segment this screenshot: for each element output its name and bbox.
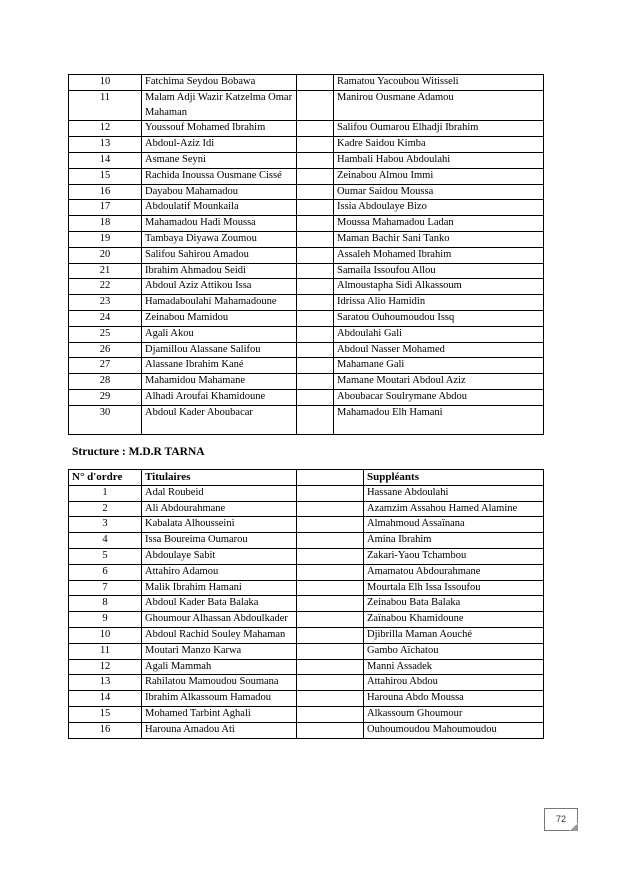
titulaire-cell: Dayabou Mahamadou: [142, 184, 297, 200]
titulaire-cell: Abdoul-Aziz Idi: [142, 137, 297, 153]
empty-cell: [297, 675, 364, 691]
suppleant-cell: Moussa Mahamadou Ladan: [334, 216, 544, 232]
table-row: [69, 612, 544, 628]
suppleant-cell: Salifou Oumarou Elhadji Ibrahim: [334, 121, 544, 137]
table-row: [69, 137, 544, 153]
titulaire-cell: Zeinabou Mamidou: [142, 310, 297, 326]
row-number: 22: [69, 279, 142, 295]
titulaire-cell: Malam Adji Wazir Katzelma Omar Mahaman: [142, 90, 297, 121]
titulaire-cell: Issa Boureima Oumarou: [142, 533, 297, 549]
empty-cell: [297, 706, 364, 722]
row-number: 11: [69, 643, 142, 659]
empty-cell: [297, 643, 364, 659]
row-number: 26: [69, 342, 142, 358]
suppleant-cell: Attahirou Abdou: [364, 675, 544, 691]
suppleant-cell: Saratou Ouhoumoudou Issq: [334, 310, 544, 326]
suppleant-cell: Mamane Moutari Abdoul Aziz: [334, 374, 544, 390]
suppleant-cell: Almahmoud Assaïnana: [364, 517, 544, 533]
row-number: 3: [69, 517, 142, 533]
row-number: 12: [69, 659, 142, 675]
table-row: [69, 168, 544, 184]
table-row: [69, 152, 544, 168]
row-number: 25: [69, 326, 142, 342]
table-row: [69, 485, 544, 501]
suppleant-cell: Azamzim Assahou Hamed Alamine: [364, 501, 544, 517]
empty-cell: [297, 279, 334, 295]
table-row: [69, 342, 544, 358]
suppleant-cell: Hambali Habou Abdoulahi: [334, 152, 544, 168]
titulaire-cell: Kabalata Alhousseini: [142, 517, 297, 533]
table-row: [69, 75, 544, 91]
titulaire-cell: Abdoul Kader Aboubacar: [142, 405, 297, 434]
empty-cell: [297, 533, 364, 549]
suppleant-cell: Ouhoumoudou Mahoumoudou: [364, 722, 544, 738]
table-row: [69, 675, 544, 691]
row-number: 28: [69, 374, 142, 390]
header-titulaires: Titulaires: [142, 470, 297, 486]
table-row: [69, 596, 544, 612]
titulaire-cell: Abdoul Rachid Souley Mahaman: [142, 627, 297, 643]
page-number: 72: [555, 814, 566, 824]
table-row: [69, 279, 544, 295]
titulaire-cell: Asmane Seyni: [142, 152, 297, 168]
row-number: 9: [69, 612, 142, 628]
table-row: [69, 184, 544, 200]
table-row: [69, 564, 544, 580]
table-row: [69, 389, 544, 405]
suppleant-cell: Djibrilla Maman Aouché: [364, 627, 544, 643]
table-row: [69, 310, 544, 326]
page-fold-icon: [570, 823, 578, 831]
empty-cell: [297, 659, 364, 675]
suppleant-cell: Amina Ibrahim: [364, 533, 544, 549]
suppleant-cell: Mourtala Elh Issa Issoufou: [364, 580, 544, 596]
titulaire-cell: Djamillou Alassane Salifou: [142, 342, 297, 358]
titulaire-cell: Hamadaboulahi Mahamadoune: [142, 295, 297, 311]
row-number: 21: [69, 263, 142, 279]
table-row: [69, 295, 544, 311]
titulaire-cell: Salifou Sahirou Amadou: [142, 247, 297, 263]
structure-title: Structure : M.D.R TARNA: [72, 446, 205, 458]
titulaire-cell: Alhadi Aroufai Khamidoune: [142, 389, 297, 405]
empty-cell: [297, 501, 364, 517]
titulaire-cell: Abdoul Aziz Attikou Issa: [142, 279, 297, 295]
titulaire-cell: Mohamed Tarbint Aghali: [142, 706, 297, 722]
suppleant-cell: Idrissa Alio Hamidin: [334, 295, 544, 311]
empty-cell: [297, 596, 364, 612]
suppleant-cell: Issia Abdoulaye Bizo: [334, 200, 544, 216]
titulaire-cell: Ali Abdourahmane: [142, 501, 297, 517]
suppleant-cell: Amamatou Abdourahmane: [364, 564, 544, 580]
titulaire-cell: Ghoumour Alhassan Abdoulkader: [142, 612, 297, 628]
table-row: [69, 533, 544, 549]
table-row: [69, 90, 544, 121]
table-row: [69, 706, 544, 722]
row-number: 17: [69, 200, 142, 216]
row-number: 14: [69, 152, 142, 168]
titulaire-cell: Attahiro Adamou: [142, 564, 297, 580]
titulaire-cell: Youssouf Mohamed Ibrahim: [142, 121, 297, 137]
table-row: [69, 405, 544, 434]
row-number: 15: [69, 168, 142, 184]
row-number: 6: [69, 564, 142, 580]
suppleant-cell: Ramatou Yacoubou Witisseli: [334, 75, 544, 91]
empty-cell: [297, 564, 364, 580]
row-number: 29: [69, 389, 142, 405]
suppleant-cell: Manirou Ousmane Adamou: [334, 90, 544, 121]
empty-cell: [297, 405, 334, 434]
empty-cell: [297, 326, 334, 342]
table-row: [69, 643, 544, 659]
table-row: [69, 216, 544, 232]
titulaire-cell: Abdoulaye Sabit: [142, 548, 297, 564]
table-row: [69, 231, 544, 247]
row-number: 5: [69, 548, 142, 564]
row-number: 23: [69, 295, 142, 311]
suppleant-cell: Harouna Abdo Moussa: [364, 691, 544, 707]
header-order-number: N° d'ordre: [69, 470, 142, 486]
row-number: 16: [69, 184, 142, 200]
titulaire-cell: Abdoul Kader Bata Balaka: [142, 596, 297, 612]
header-empty: [297, 470, 364, 486]
empty-cell: [297, 263, 334, 279]
suppleant-cell: Zaïnabou Khamidoune: [364, 612, 544, 628]
table-row: [69, 358, 544, 374]
empty-cell: [297, 137, 334, 153]
row-number: 24: [69, 310, 142, 326]
row-number: 2: [69, 501, 142, 517]
titulaire-cell: Adal Roubeid: [142, 485, 297, 501]
titulaire-cell: Agali Akou: [142, 326, 297, 342]
titulaire-cell: Alassane Ibrahim Kané: [142, 358, 297, 374]
empty-cell: [297, 612, 364, 628]
suppleant-cell: Abdoulahi Gali: [334, 326, 544, 342]
empty-cell: [297, 627, 364, 643]
suppleant-cell: Mahamadou Elh Hamani: [334, 405, 544, 434]
row-number: 13: [69, 137, 142, 153]
suppleant-cell: Zakari-Yaou Tchambou: [364, 548, 544, 564]
row-number: 27: [69, 358, 142, 374]
empty-cell: [297, 517, 364, 533]
table-row: [69, 501, 544, 517]
row-number: 15: [69, 706, 142, 722]
mdr-tarna-table: [68, 469, 544, 739]
empty-cell: [297, 548, 364, 564]
table-row: [69, 659, 544, 675]
empty-cell: [297, 691, 364, 707]
titulaire-cell: Harouna Amadou Ati: [142, 722, 297, 738]
table-row: [69, 374, 544, 390]
suppleant-cell: Alkassoum Ghoumour: [364, 706, 544, 722]
empty-cell: [297, 358, 334, 374]
titulaire-cell: Fatchima Seydou Bobawa: [142, 75, 297, 91]
table-row: [69, 247, 544, 263]
suppleant-cell: Assaleh Mohamed Ibrahim: [334, 247, 544, 263]
titulaire-cell: Ibrahim Alkassoum Hamadou: [142, 691, 297, 707]
suppleant-cell: Almoustapha Sidi Alkassoum: [334, 279, 544, 295]
suppleant-cell: Abdoul Nasser Mohamed: [334, 342, 544, 358]
empty-cell: [297, 231, 334, 247]
empty-cell: [297, 374, 334, 390]
table-row: [69, 326, 544, 342]
row-number: 10: [69, 627, 142, 643]
empty-cell: [297, 152, 334, 168]
empty-cell: [297, 389, 334, 405]
table-row: [69, 722, 544, 738]
empty-cell: [297, 168, 334, 184]
titulaire-cell: Mahamidou Mahamane: [142, 374, 297, 390]
row-number: 7: [69, 580, 142, 596]
row-number: 12: [69, 121, 142, 137]
titulaire-cell: Rahilatou Mamoudou Soumana: [142, 675, 297, 691]
suppleant-cell: Hassane Abdoulahi: [364, 485, 544, 501]
empty-cell: [297, 722, 364, 738]
table-row: [69, 627, 544, 643]
row-number: 11: [69, 90, 142, 121]
titulaire-cell: Ibrahim Ahmadou Seidi: [142, 263, 297, 279]
suppleant-cell: Aboubacar Soulrymane Abdou: [334, 389, 544, 405]
row-number: 16: [69, 722, 142, 738]
table-header-row: [69, 470, 544, 486]
empty-cell: [297, 184, 334, 200]
row-number: 8: [69, 596, 142, 612]
table-row: [69, 200, 544, 216]
table-row: [69, 517, 544, 533]
table-row: [69, 580, 544, 596]
members-table-body: [69, 75, 544, 435]
suppleant-cell: Zeinabou Bata Balaka: [364, 596, 544, 612]
empty-cell: [297, 90, 334, 121]
row-number: 20: [69, 247, 142, 263]
empty-cell: [297, 200, 334, 216]
suppleant-cell: Samaila Issoufou Allou: [334, 263, 544, 279]
row-number: 14: [69, 691, 142, 707]
table-row: [69, 263, 544, 279]
titulaire-cell: Abdoulatif Mounkaila: [142, 200, 297, 216]
row-number: 30: [69, 405, 142, 434]
row-number: 1: [69, 485, 142, 501]
page-number-box: [544, 808, 578, 831]
row-number: 4: [69, 533, 142, 549]
suppleant-cell: Maman Bachir Sani Tanko: [334, 231, 544, 247]
header-suppleants: Suppléants: [364, 470, 544, 486]
empty-cell: [297, 342, 334, 358]
empty-cell: [297, 485, 364, 501]
mdr-tarna-table-body: [69, 485, 544, 738]
suppleant-cell: Gambo Aïchatou: [364, 643, 544, 659]
titulaire-cell: Mahamadou Hadi Moussa: [142, 216, 297, 232]
table-row: [69, 548, 544, 564]
table-row: [69, 691, 544, 707]
suppleant-cell: Mahamane Gali: [334, 358, 544, 374]
table-row: [69, 121, 544, 137]
suppleant-cell: Zeinabou Almou Immi: [334, 168, 544, 184]
empty-cell: [297, 310, 334, 326]
row-number: 18: [69, 216, 142, 232]
titulaire-cell: Rachida Inoussa Ousmane Cissé: [142, 168, 297, 184]
suppleant-cell: Kadre Saidou Kimba: [334, 137, 544, 153]
empty-cell: [297, 295, 334, 311]
empty-cell: [297, 121, 334, 137]
empty-cell: [297, 216, 334, 232]
titulaire-cell: Malik Ibrahim Hamani: [142, 580, 297, 596]
row-number: 10: [69, 75, 142, 91]
empty-cell: [297, 247, 334, 263]
titulaire-cell: Moutari Manzo Karwa: [142, 643, 297, 659]
titulaire-cell: Agali Mammah: [142, 659, 297, 675]
empty-cell: [297, 580, 364, 596]
empty-cell: [297, 75, 334, 91]
row-number: 13: [69, 675, 142, 691]
members-table-continued: [68, 74, 544, 435]
suppleant-cell: Oumar Saidou Moussa: [334, 184, 544, 200]
suppleant-cell: Manni Assadek: [364, 659, 544, 675]
row-number: 19: [69, 231, 142, 247]
titulaire-cell: Tambaya Diyawa Zoumou: [142, 231, 297, 247]
